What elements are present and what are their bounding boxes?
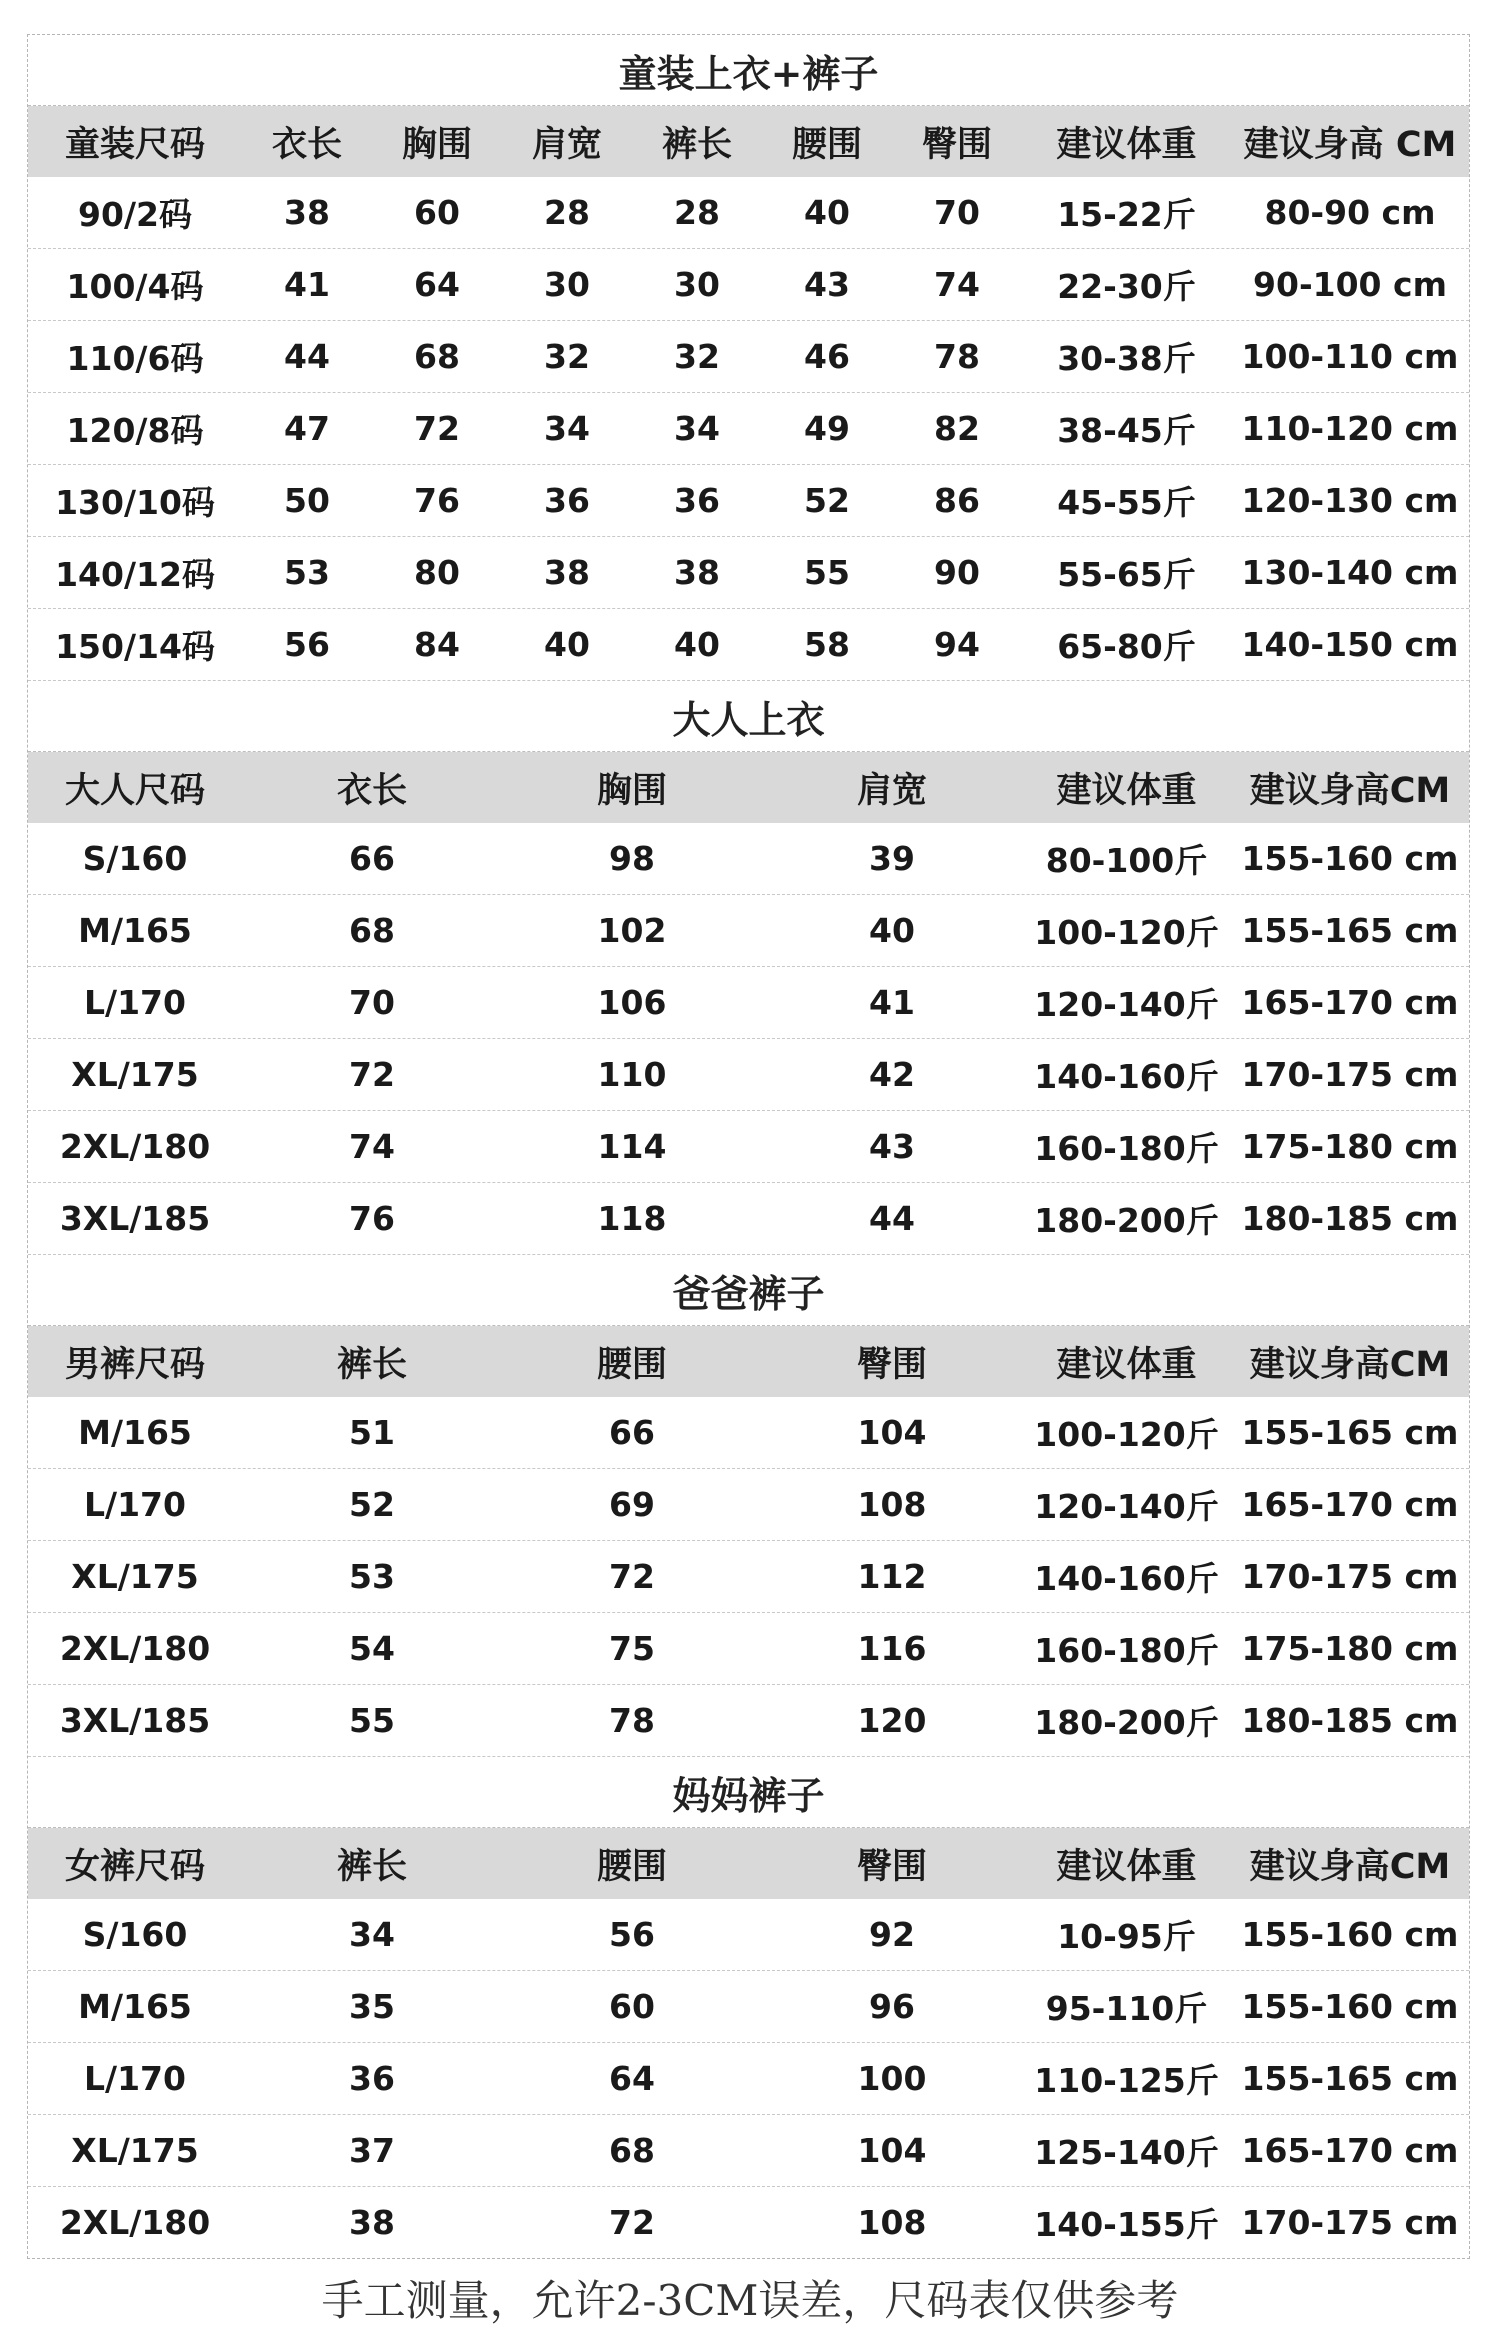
table-row — [28, 1039, 1469, 1111]
column-header: 裤长 — [336, 1344, 407, 1385]
table-cell: 39 — [869, 839, 915, 878]
table-cell: 108 — [857, 1485, 927, 1524]
table-cell: 68 — [349, 911, 395, 950]
table-cell: 52 — [349, 1485, 395, 1524]
table-cell: 90 — [934, 553, 980, 592]
table-cell: 38 — [284, 193, 330, 232]
table-cell: 120-130 cm — [1241, 481, 1459, 520]
table-cell: 44 — [869, 1199, 915, 1238]
table-cell: 150/14码 — [55, 627, 215, 666]
column-header: 建议身高 CM — [1243, 124, 1457, 165]
table-cell: 3XL/185 — [59, 1199, 211, 1238]
table-cell: 140-160斤 — [1034, 1057, 1219, 1096]
table-cell: 80-100斤 — [1045, 841, 1208, 880]
table-cell: L/170 — [84, 1485, 186, 1524]
table-cell: 175-180 cm — [1241, 1629, 1459, 1668]
table-row — [28, 1685, 1469, 1757]
table-cell: 80 — [414, 553, 460, 592]
table-cell: 64 — [414, 265, 460, 304]
column-header: 肩宽 — [531, 124, 602, 165]
table-cell: 65-80斤 — [1057, 627, 1196, 666]
table-row — [28, 823, 1469, 895]
mom-pants-section-title: 妈妈裤子 — [28, 1757, 1469, 1828]
column-header: 臀围 — [856, 1846, 927, 1887]
table-cell: 40 — [674, 625, 720, 664]
table-row — [28, 393, 1469, 465]
table-row — [28, 609, 1469, 681]
table-cell: 96 — [869, 1987, 915, 2026]
table-cell: 130-140 cm — [1241, 553, 1459, 592]
table-cell: 66 — [609, 1413, 655, 1452]
column-header: 腰围 — [596, 1846, 667, 1887]
dad-pants-header-row — [28, 1326, 1469, 1397]
column-header: 女裤尺码 — [64, 1846, 205, 1887]
table-cell: 42 — [869, 1055, 915, 1094]
table-cell: 155-165 cm — [1241, 911, 1459, 950]
table-cell: 40 — [804, 193, 850, 232]
table-cell: 2XL/180 — [59, 1127, 211, 1166]
table-row — [28, 537, 1469, 609]
kids-table-body — [28, 177, 1469, 681]
table-row — [28, 2115, 1469, 2187]
table-cell: 114 — [597, 1127, 667, 1166]
table-cell: 34 — [349, 1915, 395, 1954]
table-cell: 130/10码 — [55, 483, 215, 522]
table-cell: 76 — [414, 481, 460, 520]
table-cell: 74 — [934, 265, 980, 304]
table-cell: XL/175 — [71, 1055, 199, 1094]
table-row — [28, 177, 1469, 249]
table-cell: 140/12码 — [55, 555, 215, 594]
footer-note: 手工测量，允许2-3CM误差，尺码表仅供参考 — [321, 2276, 1179, 2325]
column-header: 男裤尺码 — [64, 1344, 205, 1385]
table-cell: 52 — [804, 481, 850, 520]
column-header: 建议身高CM — [1249, 1846, 1451, 1887]
column-header: 建议体重 — [1056, 1344, 1197, 1385]
table-cell: 155-160 cm — [1241, 1987, 1459, 2026]
table-row — [28, 249, 1469, 321]
table-cell: 38-45斤 — [1057, 411, 1196, 450]
table-cell: 35 — [349, 1987, 395, 2026]
table-cell: 10-95斤 — [1057, 1917, 1196, 1956]
table-cell: 90-100 cm — [1253, 265, 1447, 304]
table-cell: 28 — [674, 193, 720, 232]
column-header: 大人尺码 — [64, 770, 205, 811]
dad-pants-section-title: 爸爸裤子 — [28, 1255, 1469, 1326]
table-cell: XL/175 — [71, 1557, 199, 1596]
table-cell: L/170 — [84, 2059, 186, 2098]
table-cell: 140-160斤 — [1034, 1559, 1219, 1598]
table-cell: 49 — [804, 409, 850, 448]
table-cell: 180-185 cm — [1241, 1701, 1459, 1740]
column-header: 胸围 — [401, 124, 472, 165]
adult-top-header-row — [28, 752, 1469, 823]
table-cell: 56 — [609, 1915, 655, 1954]
column-header: 肩宽 — [856, 770, 927, 811]
table-cell: 180-185 cm — [1241, 1199, 1459, 1238]
table-cell: 38 — [349, 2203, 395, 2242]
table-cell: 64 — [609, 2059, 655, 2098]
table-cell: 3XL/185 — [59, 1701, 211, 1740]
table-row — [28, 2187, 1469, 2258]
table-cell: 76 — [349, 1199, 395, 1238]
table-cell: 120-140斤 — [1034, 985, 1219, 1024]
column-header: 建议体重 — [1056, 1846, 1197, 1887]
table-cell: 90/2码 — [78, 195, 192, 234]
column-header: 臀围 — [921, 124, 992, 165]
table-cell: 69 — [609, 1485, 655, 1524]
table-cell: M/165 — [78, 1413, 192, 1452]
table-cell: 92 — [869, 1915, 915, 1954]
table-cell: 100-110 cm — [1241, 337, 1459, 376]
table-row — [28, 321, 1469, 393]
table-row — [28, 2043, 1469, 2115]
adult-top-section-title: 大人上衣 — [28, 681, 1469, 752]
table-cell: 15-22斤 — [1057, 195, 1196, 234]
table-cell: 120-140斤 — [1034, 1487, 1219, 1526]
table-cell: 55 — [349, 1701, 395, 1740]
kids-header-row — [28, 106, 1469, 177]
table-cell: XL/175 — [71, 2131, 199, 2170]
column-header: 衣长 — [336, 770, 407, 811]
table-cell: 140-155斤 — [1034, 2205, 1219, 2244]
table-cell: 53 — [284, 553, 330, 592]
table-cell: 82 — [934, 409, 980, 448]
table-cell: 32 — [674, 337, 720, 376]
table-cell: 170-175 cm — [1241, 2203, 1459, 2242]
table-cell: 175-180 cm — [1241, 1127, 1459, 1166]
table-cell: 70 — [349, 983, 395, 1022]
table-row — [28, 1613, 1469, 1685]
table-cell: 56 — [284, 625, 330, 664]
table-row — [28, 895, 1469, 967]
table-cell: 60 — [414, 193, 460, 232]
table-cell: 47 — [284, 409, 330, 448]
table-cell: S/160 — [82, 1915, 188, 1954]
table-row — [28, 465, 1469, 537]
table-cell: 54 — [349, 1629, 395, 1668]
table-cell: 41 — [284, 265, 330, 304]
table-cell: 34 — [674, 409, 720, 448]
column-header: 建议身高CM — [1249, 1344, 1451, 1385]
table-cell: 100-120斤 — [1034, 1415, 1219, 1454]
table-cell: 30-38斤 — [1057, 339, 1196, 378]
table-cell: 38 — [544, 553, 590, 592]
table-cell: 165-170 cm — [1241, 1485, 1459, 1524]
table-cell: 53 — [349, 1557, 395, 1596]
table-cell: 104 — [857, 1413, 927, 1452]
table-cell: 38 — [674, 553, 720, 592]
table-cell: 104 — [857, 2131, 927, 2170]
table-cell: 118 — [597, 1199, 667, 1238]
table-cell: 110-125斤 — [1034, 2061, 1219, 2100]
mom-pants-header-row — [28, 1828, 1469, 1899]
table-cell: 102 — [597, 911, 667, 950]
column-header: 童装尺码 — [64, 124, 205, 165]
table-cell: 34 — [544, 409, 590, 448]
table-cell: 36 — [674, 481, 720, 520]
table-row — [28, 1183, 1469, 1255]
table-cell: M/165 — [78, 1987, 192, 2026]
table-cell: 120/8码 — [66, 411, 204, 450]
table-cell: 94 — [934, 625, 980, 664]
table-cell: 86 — [934, 481, 980, 520]
size-chart — [27, 34, 1470, 2259]
table-cell: 28 — [544, 193, 590, 232]
table-cell: 43 — [869, 1127, 915, 1166]
table-cell: 112 — [857, 1557, 927, 1596]
table-cell: L/170 — [84, 983, 186, 1022]
table-cell: 120 — [857, 1701, 927, 1740]
table-cell: 165-170 cm — [1241, 2131, 1459, 2170]
table-cell: 70 — [934, 193, 980, 232]
table-cell: 140-150 cm — [1241, 625, 1459, 664]
table-cell: 36 — [544, 481, 590, 520]
table-cell: 155-165 cm — [1241, 2059, 1459, 2098]
table-cell: 108 — [857, 2203, 927, 2242]
table-cell: 45-55斤 — [1057, 483, 1196, 522]
column-header: 臀围 — [856, 1344, 927, 1385]
table-row — [28, 1971, 1469, 2043]
table-cell: 60 — [609, 1987, 655, 2026]
table-cell: 72 — [349, 1055, 395, 1094]
table-cell: 95-110斤 — [1045, 1989, 1208, 2028]
table-cell: 155-165 cm — [1241, 1413, 1459, 1452]
table-cell: 155-160 cm — [1241, 1915, 1459, 1954]
adult-top-table-body — [28, 823, 1469, 1255]
table-cell: 46 — [804, 337, 850, 376]
column-header: 腰围 — [596, 1344, 667, 1385]
table-cell: 100 — [857, 2059, 927, 2098]
table-cell: 2XL/180 — [59, 2203, 211, 2242]
table-cell: 116 — [857, 1629, 927, 1668]
table-cell: 22-30斤 — [1057, 267, 1196, 306]
table-cell: 30 — [674, 265, 720, 304]
table-cell: 36 — [349, 2059, 395, 2098]
table-cell: 30 — [544, 265, 590, 304]
table-row — [28, 1469, 1469, 1541]
column-header: 腰围 — [791, 124, 862, 165]
table-cell: 170-175 cm — [1241, 1055, 1459, 1094]
mom-pants-table-body — [28, 1899, 1469, 2258]
table-cell: 100/4码 — [66, 267, 204, 306]
table-cell: 55 — [804, 553, 850, 592]
table-row — [28, 1111, 1469, 1183]
table-cell: 180-200斤 — [1034, 1201, 1219, 1240]
table-cell: 80-90 cm — [1264, 193, 1436, 232]
table-cell: 55-65斤 — [1057, 555, 1196, 594]
table-cell: 40 — [544, 625, 590, 664]
table-cell: 110 — [597, 1055, 667, 1094]
table-cell: 160-180斤 — [1034, 1129, 1219, 1168]
table-cell: M/165 — [78, 911, 192, 950]
table-cell: 78 — [934, 337, 980, 376]
table-cell: 32 — [544, 337, 590, 376]
table-cell: 100-120斤 — [1034, 913, 1219, 952]
table-cell: 68 — [609, 2131, 655, 2170]
table-cell: 41 — [869, 983, 915, 1022]
table-cell: 66 — [349, 839, 395, 878]
table-cell: 74 — [349, 1127, 395, 1166]
column-header: 建议体重 — [1056, 124, 1197, 165]
column-header: 胸围 — [596, 770, 667, 811]
column-header: 建议体重 — [1056, 770, 1197, 811]
table-cell: 72 — [609, 2203, 655, 2242]
table-row — [28, 1541, 1469, 1613]
table-row — [28, 1899, 1469, 1971]
table-cell: 106 — [597, 983, 667, 1022]
table-cell: 44 — [284, 337, 330, 376]
table-cell: 155-160 cm — [1241, 839, 1459, 878]
column-header: 裤长 — [661, 124, 732, 165]
table-cell: 75 — [609, 1629, 655, 1668]
table-cell: 2XL/180 — [59, 1629, 211, 1668]
table-cell: 165-170 cm — [1241, 983, 1459, 1022]
table-row — [28, 967, 1469, 1039]
table-cell: 84 — [414, 625, 460, 664]
column-header: 建议身高CM — [1249, 770, 1451, 811]
table-cell: 110-120 cm — [1241, 409, 1459, 448]
table-cell: 98 — [609, 839, 655, 878]
table-cell: 72 — [609, 1557, 655, 1596]
table-cell: 43 — [804, 265, 850, 304]
table-cell: 110/6码 — [66, 339, 204, 378]
table-row — [28, 1397, 1469, 1469]
table-cell: 37 — [349, 2131, 395, 2170]
table-cell: 51 — [349, 1413, 395, 1452]
table-cell: 72 — [414, 409, 460, 448]
dad-pants-table-body — [28, 1397, 1469, 1757]
table-cell: 50 — [284, 481, 330, 520]
column-header: 裤长 — [336, 1846, 407, 1887]
table-cell: 68 — [414, 337, 460, 376]
table-cell: 78 — [609, 1701, 655, 1740]
column-header: 衣长 — [271, 124, 342, 165]
table-cell: 58 — [804, 625, 850, 664]
table-cell: 170-175 cm — [1241, 1557, 1459, 1596]
table-cell: 40 — [869, 911, 915, 950]
table-cell: S/160 — [82, 839, 188, 878]
table-cell: 160-180斤 — [1034, 1631, 1219, 1670]
table-cell: 125-140斤 — [1034, 2133, 1219, 2172]
kids-section-title: 童装上衣+裤子 — [28, 35, 1469, 106]
table-cell: 180-200斤 — [1034, 1703, 1219, 1742]
